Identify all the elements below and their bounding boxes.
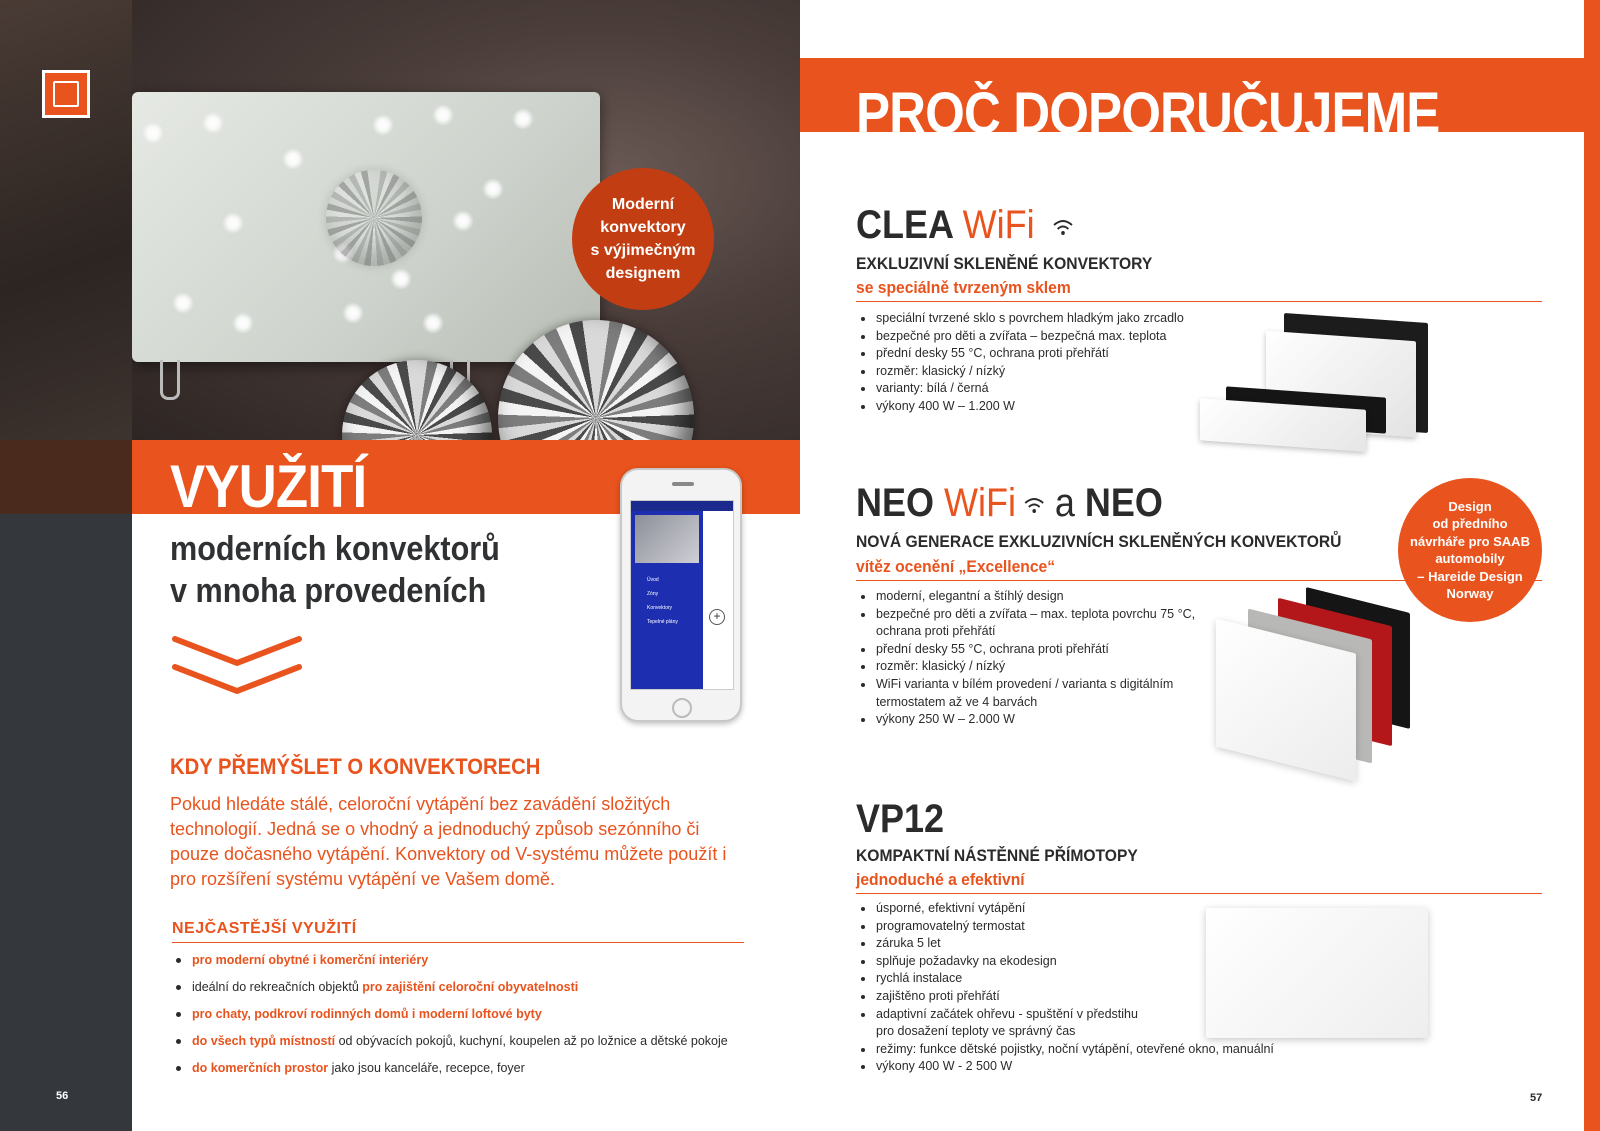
- plus-icon: +: [709, 609, 725, 625]
- wifi-icon: [1052, 218, 1074, 236]
- list-item: rozměr: klasický / nízký: [858, 363, 1198, 381]
- page-number: 57: [1530, 1092, 1543, 1104]
- badge-text: Design od předního návrháře pro SAAB automobily – Hareide Design Norway: [1410, 498, 1530, 601]
- list-item: úsporné, efektivní vytápění: [858, 900, 1298, 918]
- left-strip-photo: [0, 0, 132, 440]
- list-item: přední desky 55 °C, ochrana proti přehřátí: [858, 345, 1198, 363]
- product-tagline: se speciálně tvrzeným sklem: [856, 278, 1071, 297]
- app-menu-item: Konvektory: [647, 605, 673, 611]
- page-title: PROČ DOPORUČUJEME: [856, 81, 1440, 146]
- product-title-clea: CLEA WiFi: [856, 202, 1073, 248]
- feature-list-neo: [858, 588, 1218, 729]
- phone-home-button: [672, 698, 692, 718]
- divider: [856, 301, 1542, 302]
- list-item: režimy: funkce dětské pojistky, noční vytápění, otevřené okno, manuální: [858, 1041, 1298, 1059]
- app-menu-item: Úvod: [647, 577, 659, 583]
- edge-strip: [1584, 0, 1600, 1131]
- divider: [856, 893, 1542, 894]
- product-subtitle: NOVÁ GENERACE EXKLUZIVNÍCH SKLENĚNÝCH KONVEKTORŮ: [856, 532, 1342, 551]
- app-menu-item: Tepelné plány: [647, 619, 678, 625]
- feature-list-clea: [858, 310, 1198, 416]
- page-subtitle: moderních konvektorů v mnoha provedeních: [170, 530, 500, 610]
- product-title-vp12: VP12: [856, 797, 945, 841]
- product-subtitle: EXKLUZIVNÍ SKLENĚNÉ KONVEKTORY: [856, 254, 1153, 273]
- list-item: zajištěno proti přehřátí: [858, 988, 1298, 1006]
- section-heading: KDY PŘEMÝŠLET O KONVEKTORECH: [170, 754, 541, 779]
- phone-statusbar: [631, 501, 734, 511]
- list-item: do komerčních prostor jako jsou kanceláře, recepce, foyer: [174, 1060, 764, 1077]
- list-item: výkony 400 W - 2 500 W: [858, 1058, 1298, 1076]
- phone-speaker: [672, 482, 694, 486]
- app-menu-item: Zóny: [647, 591, 659, 597]
- list-item: rychlá instalace: [858, 970, 1298, 988]
- list-item: bezpečné pro děti a zvířata – max. teplota povrchu 75 °C, ochrana proti přehřátí: [858, 606, 1218, 641]
- list-item: výkony 250 W – 2.000 W: [858, 711, 1218, 729]
- convector-foot: [160, 360, 180, 400]
- list-item: pro chaty, podkroví rodinných domů i moderní loftové byty: [174, 1006, 764, 1023]
- list-item: do všech typů místností od obývacích pokojů, kuchyní, koupelen až po ložnice a dětské pokoje: [174, 1033, 764, 1050]
- phone-screen: [630, 500, 734, 690]
- list-item: programovatelný termostat: [858, 918, 1298, 936]
- vp12-product-image: [1206, 908, 1428, 1038]
- chevron-down-icon: [172, 636, 302, 666]
- list-item: varianty: bílá / černá: [858, 380, 1198, 398]
- list-item: WiFi varianta v bílém provedení / varianta s digitálním termostatem až ve 4 barvách: [858, 676, 1218, 711]
- section-body: Pokud hledáte stálé, celoroční vytápění bez zavádění složitých technologií. Jedná se o vhodný a jednoduchý způsob sezónního či pouze dočasného vytápění. Konvektory od V-systému můžete použít i pro rozšíření systému vytápění ve Vašem domě.: [170, 794, 727, 889]
- phone-image: [620, 468, 742, 722]
- list-item: pro moderní obytné i komerční interiéry: [174, 952, 764, 969]
- list-item: splňuje požadavky na ekodesign: [858, 953, 1298, 971]
- product-subtitle: KOMPAKTNÍ NÁSTĚNNÉ PŘÍMOTOPY: [856, 846, 1138, 865]
- chevron-down-icon: [172, 664, 302, 694]
- list-item: přední desky 55 °C, ochrana proti přehřátí: [858, 641, 1218, 659]
- product-tagline: vítěz ocenění „Excellence“: [856, 557, 1056, 576]
- wifi-icon: [1023, 496, 1045, 514]
- list-item: bezpečné pro děti a zvířata – bezpečná max. teplota: [858, 328, 1198, 346]
- design-badge: [572, 168, 714, 310]
- list-item: moderní, elegantní a štíhlý design: [858, 588, 1218, 606]
- uses-heading: NEJČASTĚJŠÍ VYUŽITÍ: [172, 920, 357, 937]
- disco-ball: [326, 170, 422, 266]
- page-number: 56: [56, 1090, 69, 1102]
- app-menu-image: [635, 515, 699, 563]
- list-item: výkony 400 W – 1.200 W: [858, 398, 1198, 416]
- list-item: speciální tvrzené sklo s povrchem hladkým jako zrcadlo: [858, 310, 1198, 328]
- design-badge: [1398, 478, 1542, 622]
- list-item: rozměr: klasický / nízký: [858, 658, 1218, 676]
- list-item: záruka 5 let: [858, 935, 1298, 953]
- uses-list: [174, 952, 764, 1087]
- left-strip-band: [0, 440, 132, 514]
- app-menu: [631, 511, 703, 690]
- product-title-neo: NEO WiFi a NEO: [856, 481, 1163, 525]
- logo-icon: [42, 70, 90, 118]
- badge-text: Moderní konvektory s výjimečným designem: [590, 196, 696, 282]
- page-title: VYUŽITÍ: [170, 453, 367, 520]
- product-tagline: jednoduché a efektivní: [856, 870, 1025, 889]
- list-item: ideální do rekreačních objektů pro zajištění celoroční obyvatelnosti: [174, 979, 764, 996]
- list-item: adaptivní začátek ohřevu - spuštění v předstihu pro dosažení teploty ve správný čas: [858, 1006, 1298, 1041]
- divider: [172, 942, 744, 943]
